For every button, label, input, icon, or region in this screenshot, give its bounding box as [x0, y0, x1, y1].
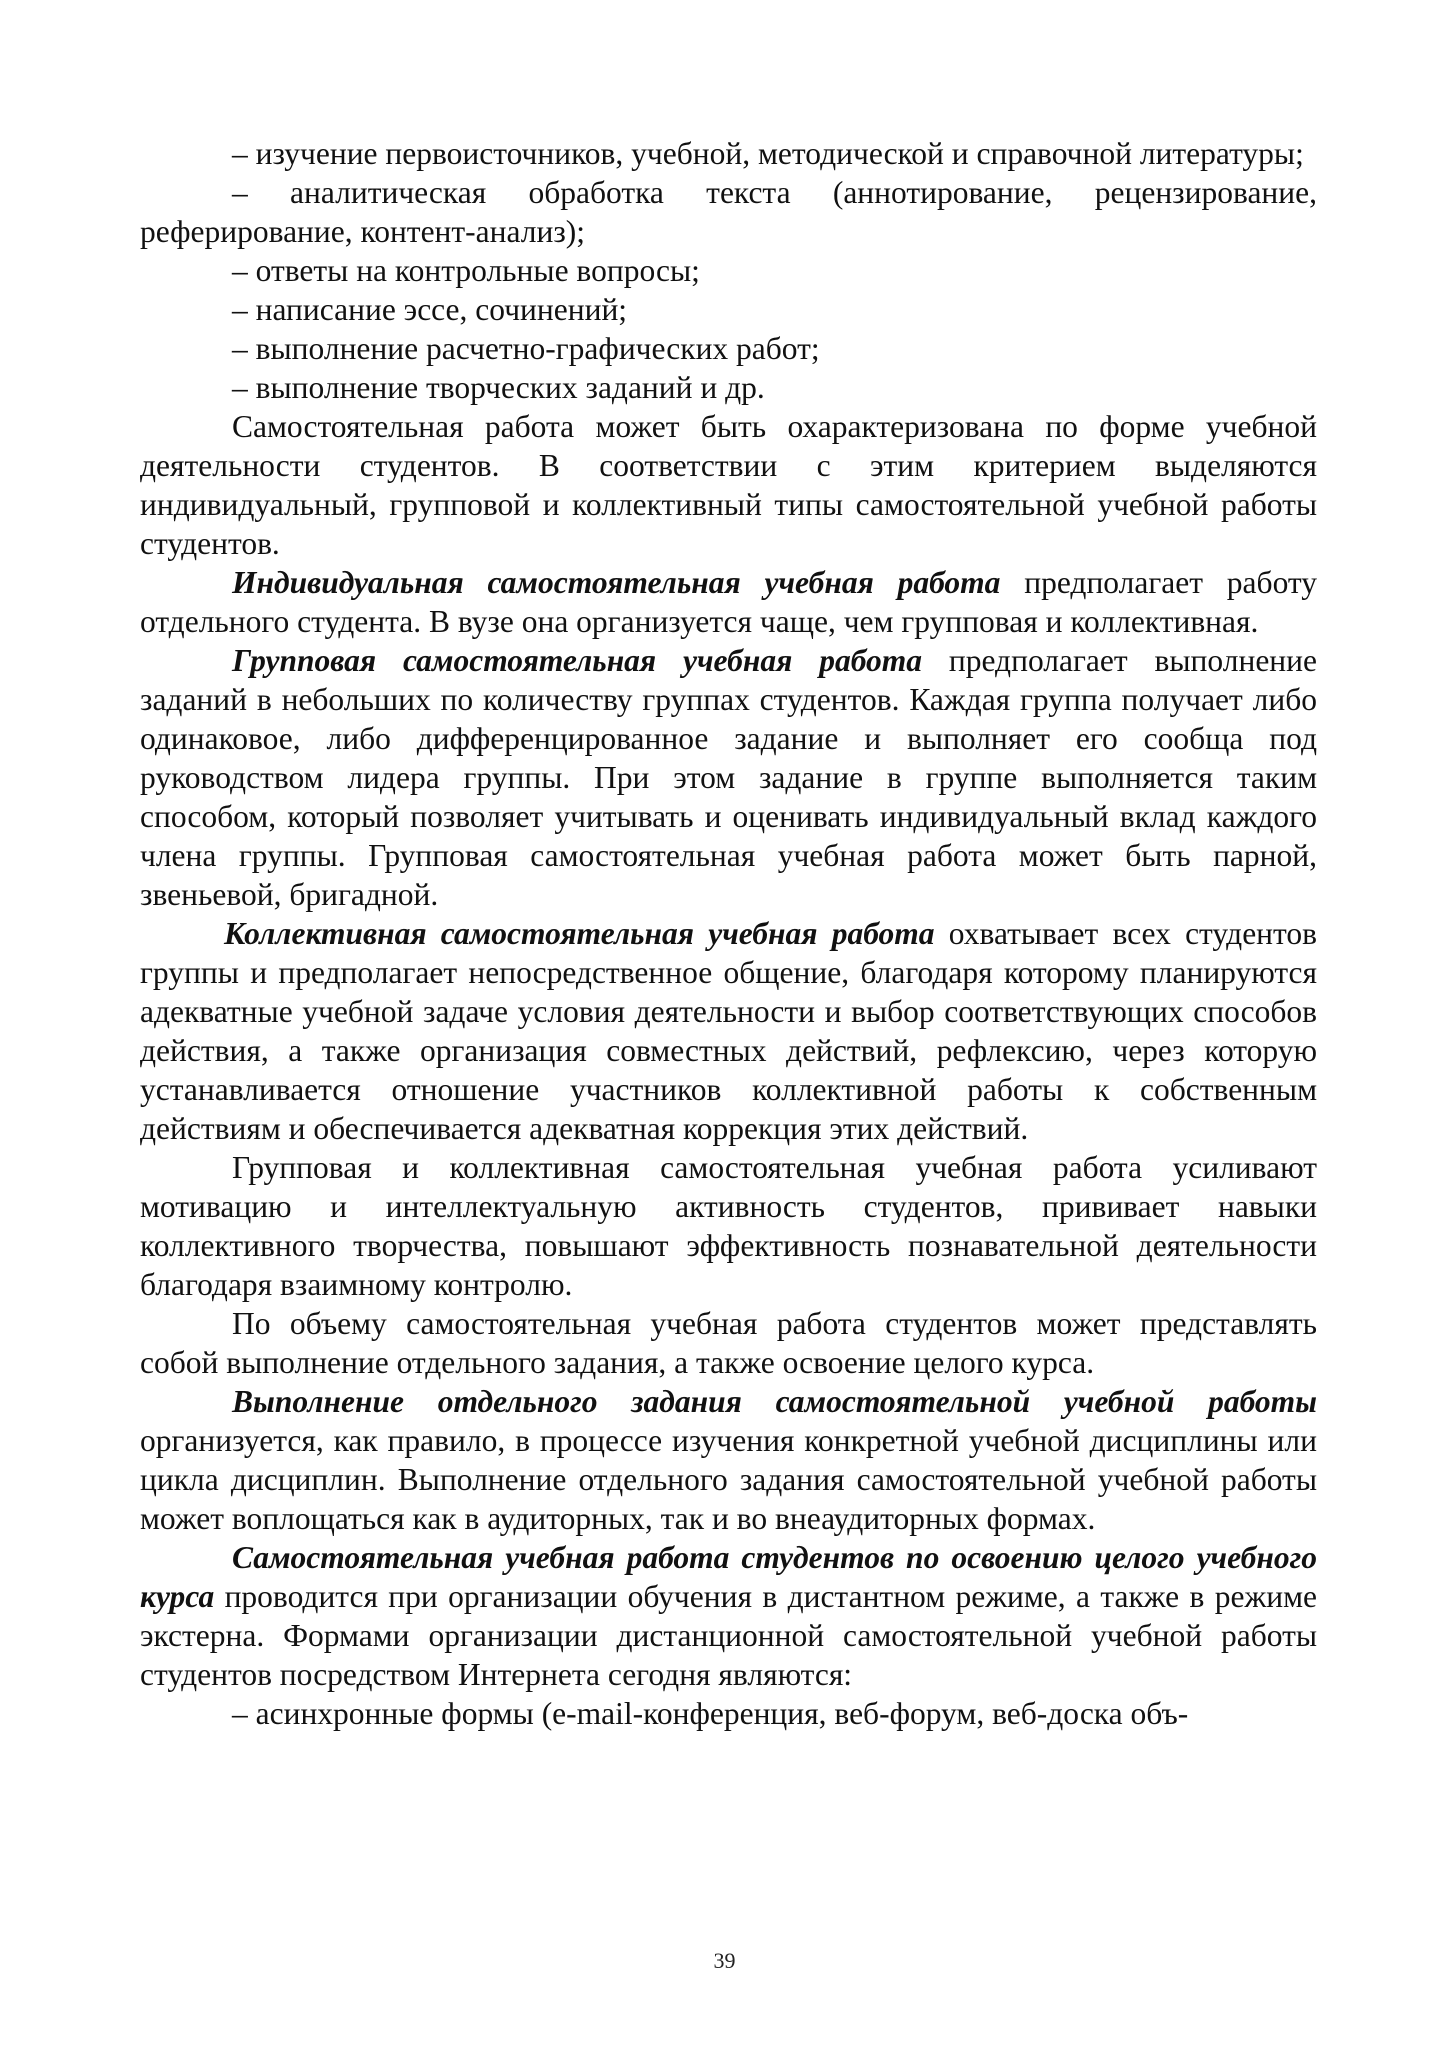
paragraph-individual	[140, 563, 1317, 641]
page-number: 39	[713, 1948, 736, 1973]
text-individual: предполагает работу отдельного студента. В вузе она организуется чаще, чем групповая и коллективная.	[140, 565, 1317, 639]
list-item: – написание эссе, сочинений;	[232, 292, 628, 327]
text-single-task: организуется, как правило, в процессе изучения конкретной учебной дисциплины или цикла дисциплин. Выполнение отдельного задания самостоятельной учебной работы может воплощаться как в аудиторных, так и во внеаудиторных формах.	[140, 1423, 1317, 1536]
list-item: – изучение первоисточников, учебной, методической и справочной литературы;	[232, 136, 1304, 171]
body-text	[140, 134, 1317, 1733]
paragraph-volume: По объему самостоятельная учебная работа студентов может представлять собой выполнение отдельного задания, а также освоение целого курса.	[140, 1306, 1317, 1380]
term-whole-course: Самостоятельная учебная работа студентов по освоению целого учебного курса	[140, 1540, 1317, 1614]
term-collective: Коллективная самостоятельная учебная работа	[224, 916, 935, 951]
term-group: Групповая самостоятельная учебная работа	[232, 643, 922, 678]
term-single-task: Выполнение отдельного задания самостоятельной учебной работы	[232, 1384, 1317, 1419]
text-group: предполагает выполнение заданий в небольших по количеству группах студентов. Каждая группа получает либо одинаковое, либо дифференцированное задание и выполняет его сообща под руководством лидера группы. При этом задание в группе выполняется таким способом, который позволяет учитывать и оценивать индивидуальный вклад каждого члена группы. Групповая самостоятельная учебная работа может быть парной, звеньевой, бригадной.	[140, 643, 1317, 912]
list-item: – выполнение творческих заданий и др.	[232, 370, 765, 405]
paragraph-form: Самостоятельная работа может быть охарактеризована по форме учебной деятельности студентов. В соответствии с этим критерием выделяются индивидуальный, групповой и коллективный типы самостоятельной учебной работы студентов.	[140, 409, 1317, 561]
list-item: – асинхронные формы (e-mail-конференция, веб-форум, веб-доска объ-	[232, 1696, 1189, 1731]
text-whole-course: проводится при организации обучения в дистантном режиме, а также в режиме экстерна. Формами организации дистанционной самостоятельной учебной работы студентов посредством Интернета сегодня являются:	[140, 1579, 1317, 1692]
term-individual: Индивидуальная самостоятельная учебная работа	[232, 565, 1001, 600]
paragraph-group-collective: Групповая и коллективная самостоятельная учебная работа усиливают мотивацию и интеллектуальную активность студентов, прививает навыки коллективного творчества, повышают эффективность познавательной деятельности благодаря взаимному контролю.	[140, 1150, 1317, 1302]
list-item: – аналитическая обработка текста (аннотирование, рецензирование, реферирование, контент-анализ);	[140, 175, 1317, 249]
paragraph-group	[140, 641, 1317, 914]
text-collective: охватывает всех студентов группы и предполагает непосредственное общение, благодаря которому планируются адекватные учебной задаче условия деятельности и выбор соответствующих способов действия, а также организация совместных действий, рефлексию, через которую устанавливается отношение участников коллективной работы к собственным действиям и обеспечивается адекватная коррекция этих действий.	[140, 916, 1318, 1146]
paragraph-single-task	[140, 1382, 1317, 1538]
list-item: – ответы на контрольные вопросы;	[232, 253, 700, 288]
list-item: – выполнение расчетно-графических работ;	[232, 331, 820, 366]
paragraph-whole-course	[140, 1538, 1317, 1694]
paragraph-collective	[140, 914, 1317, 1148]
